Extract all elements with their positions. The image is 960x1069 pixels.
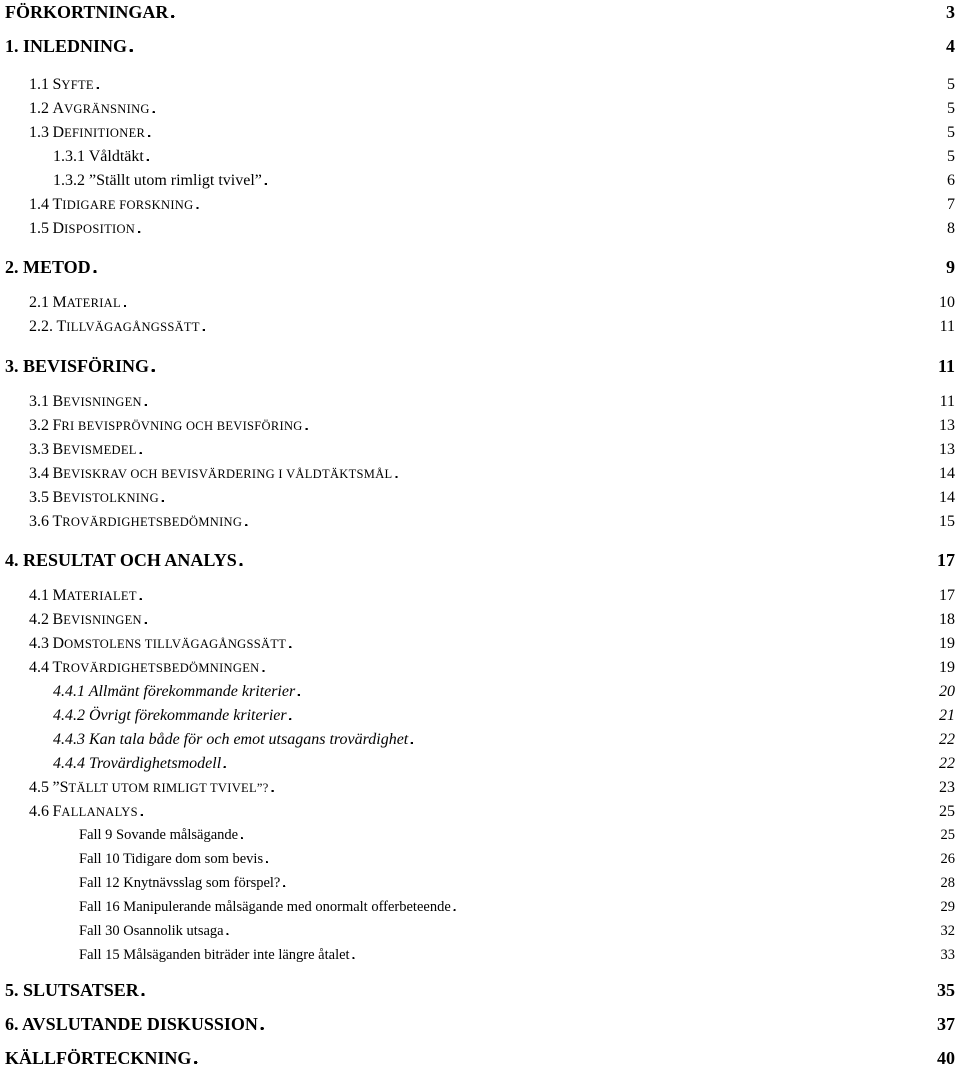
toc-entry-number: 1.1	[29, 76, 49, 93]
toc-entry-title-rest: EVISNINGEN	[63, 613, 142, 627]
toc-entry[interactable]	[0, 779, 960, 797]
toc-entry-title	[29, 124, 145, 142]
toc-entry-number: 3.1	[29, 393, 49, 410]
toc-entry[interactable]	[0, 356, 960, 377]
toc-entry-number: 2.2.	[29, 318, 53, 335]
toc-entry-page: 14	[939, 465, 955, 482]
toc-entry-page: 22	[939, 731, 955, 748]
dot-leader	[261, 659, 937, 677]
dot-leader	[170, 2, 944, 23]
toc-entry-title-initial: B	[52, 441, 64, 458]
dot-leader	[289, 707, 937, 725]
dot-leader	[265, 851, 938, 868]
toc-entry-title: 4.4.1 Allmänt förekommande kriterier	[53, 683, 296, 700]
dot-leader	[141, 980, 935, 1001]
toc-entry[interactable]	[0, 100, 960, 118]
toc-entry-number: 3.4	[29, 465, 49, 482]
toc-entry[interactable]	[0, 220, 960, 238]
dot-leader	[305, 417, 937, 435]
toc-entry[interactable]	[0, 257, 960, 278]
toc-entry-title-rest: VGRÄNSNING	[64, 102, 150, 116]
toc-entry-page: 13	[939, 417, 955, 434]
toc-entry-title: 2. METOD	[5, 257, 91, 277]
toc-entry-page: 5	[947, 148, 955, 165]
toc-entry-title: 4.4.3 Kan tala både för och emot utsagans trovärdighet	[53, 731, 409, 748]
toc-entry[interactable]	[0, 294, 960, 312]
toc-entry[interactable]	[0, 441, 960, 459]
toc-entry-title	[29, 779, 269, 797]
dot-leader	[202, 318, 938, 336]
toc-entry-title-initial: D	[52, 635, 65, 652]
toc-entry[interactable]	[0, 1014, 960, 1035]
toc-entry-page: 18	[939, 611, 955, 628]
toc-entry-title-rest: ISPOSITION	[64, 222, 136, 236]
dot-leader	[240, 827, 938, 844]
toc-entry-page: 4	[946, 36, 955, 56]
toc-entry-title	[29, 294, 121, 312]
toc-entry-title-initial: M	[52, 587, 67, 604]
toc-entry-title: 4. RESULTAT OCH ANALYS	[5, 550, 237, 570]
toc-entry-page: 33	[940, 947, 955, 963]
toc-entry[interactable]	[0, 980, 960, 1001]
toc-entry[interactable]	[0, 2, 960, 23]
toc-entry[interactable]	[0, 76, 960, 94]
dot-leader	[297, 683, 937, 701]
toc-entry[interactable]	[0, 318, 960, 336]
toc-entry-page: 20	[939, 683, 955, 700]
toc-entry-title-rest: ATERIALET	[66, 589, 137, 603]
toc-entry[interactable]	[0, 707, 960, 725]
toc-entry-page: 26	[940, 851, 955, 867]
toc-entry-title: 3. BEVISFÖRING	[5, 356, 150, 376]
toc-entry-page: 5	[947, 76, 955, 93]
toc-entry-number: 1.3	[29, 124, 49, 141]
toc-entry[interactable]	[0, 659, 960, 677]
dot-leader	[223, 755, 937, 773]
toc-entry-page: 6	[947, 172, 955, 189]
toc-entry-number: 1.4	[29, 196, 49, 213]
toc-entry-title: 1. INLEDNING	[5, 36, 128, 56]
toc-entry-title: 4.4.2 Övrigt förekommande kriterier	[53, 707, 287, 724]
dot-leader	[152, 100, 945, 118]
toc-entry[interactable]	[0, 875, 960, 892]
toc-entry-page: 8	[947, 220, 955, 237]
dot-leader	[123, 294, 937, 312]
toc-entry-title-initial: T	[52, 513, 63, 530]
toc-entry-number: 3.3	[29, 441, 49, 458]
toc-entry-page: 19	[939, 659, 955, 676]
toc-entry-title	[29, 803, 138, 821]
toc-entry-page: 11	[937, 356, 955, 376]
toc-entry[interactable]	[0, 827, 960, 844]
toc-entry-page: 9	[946, 257, 955, 277]
toc-entry-page: 13	[939, 441, 955, 458]
toc-entry[interactable]	[0, 635, 960, 653]
toc-entry-number: 4.3	[29, 635, 49, 652]
toc-entry-number: 4.2	[29, 611, 49, 628]
dot-leader	[139, 441, 937, 459]
toc-entry-title-initial: T	[52, 196, 63, 213]
toc-entry[interactable]	[0, 923, 960, 940]
toc-entry-title-initial: T	[52, 659, 63, 676]
toc-entry[interactable]	[0, 465, 960, 483]
dot-leader	[96, 76, 945, 94]
toc-entry-title: KÄLLFÖRTECKNING	[5, 1048, 192, 1068]
toc-entry-page: 10	[939, 294, 955, 311]
toc-entry-title: Fall 10 Tidigare dom som bevis	[79, 851, 264, 867]
toc-entry-title: 1.3.1 Våldtäkt	[53, 148, 144, 165]
toc-entry-title: 5. SLUTSATSER	[5, 980, 139, 1000]
toc-entry-page: 7	[947, 196, 955, 213]
toc-entry-title-rest: ROVÄRDIGHETSBEDÖMNING	[62, 515, 243, 529]
dot-leader	[288, 635, 937, 653]
toc-entry-page: 35	[937, 980, 955, 1000]
toc-entry[interactable]	[0, 1048, 960, 1069]
toc-entry-number: 3.5	[29, 489, 49, 506]
dot-leader	[140, 803, 937, 821]
toc-entry-title	[29, 513, 242, 531]
toc-entry[interactable]	[0, 393, 960, 411]
dot-leader	[282, 875, 938, 892]
toc-entry-number: 3.2	[29, 417, 49, 434]
toc-entry-title-rest: OMSTOLENS TILLVÄGAGÅNGSSÄTT	[64, 637, 287, 651]
dot-leader	[260, 1014, 935, 1035]
toc-entry-page: 32	[940, 923, 955, 939]
toc-entry-title	[29, 635, 286, 653]
toc-entry-page: 22	[939, 755, 955, 772]
toc-entry-title	[29, 220, 135, 238]
dot-leader	[244, 513, 937, 531]
toc-entry-page: 17	[937, 550, 955, 570]
toc-entry-title: FÖRKORTNINGAR	[5, 2, 169, 22]
toc-entry-page: 3	[946, 2, 955, 22]
dot-leader	[226, 923, 939, 940]
toc-entry[interactable]	[0, 755, 960, 773]
toc-entry-title	[29, 100, 150, 118]
dot-leader	[352, 947, 939, 964]
toc-entry-page: 25	[939, 803, 955, 820]
toc-entry-title: 4.4.4 Trovärdighetsmodell	[53, 755, 222, 772]
toc-entry[interactable]	[0, 513, 960, 531]
toc-entry[interactable]	[0, 36, 960, 57]
toc-entry[interactable]	[0, 803, 960, 821]
toc-entry-title-rest: ILLVÄGAGÅNGSSÄTT	[66, 320, 200, 334]
toc-entry-title-initial: B	[52, 465, 64, 482]
toc-entry-title	[29, 659, 259, 677]
toc-entry-title-rest: EVISMEDEL	[63, 443, 137, 457]
toc-entry-page: 11	[939, 393, 955, 410]
dot-leader	[144, 611, 937, 629]
toc-entry-title	[29, 611, 142, 629]
toc-entry-page: 5	[947, 100, 955, 117]
toc-entry-title	[29, 587, 137, 605]
toc-entry-title-initial: F	[52, 417, 62, 434]
toc-entry-title	[29, 441, 137, 459]
toc-entry[interactable]	[0, 196, 960, 214]
dot-leader	[410, 731, 937, 749]
toc-entry-title-rest: EVISNINGEN	[63, 395, 142, 409]
toc-entry-page: 11	[939, 318, 955, 335]
toc-entry-title-rest: ALLANALYS	[61, 805, 138, 819]
toc-entry-number: 4.5	[29, 779, 49, 796]
toc-entry-title-initial: S	[52, 76, 62, 93]
dot-leader	[146, 148, 945, 166]
toc-entry-title-initial: B	[52, 393, 64, 410]
dot-leader	[151, 356, 936, 377]
toc-entry-title	[29, 465, 392, 483]
toc-entry-title: Fall 15 Målsäganden biträder inte längre åtalet	[79, 947, 350, 963]
toc-entry[interactable]	[0, 731, 960, 749]
toc-entry-title: Fall 12 Knytnävsslag som förspel?	[79, 875, 281, 891]
toc-entry-number: 3.6	[29, 513, 49, 530]
dot-leader	[137, 220, 945, 238]
toc-entry-number: 1.5	[29, 220, 49, 237]
dot-leader	[394, 465, 937, 483]
toc-entry[interactable]	[0, 489, 960, 507]
toc-entry-title	[29, 196, 193, 214]
toc-entry-title-initial: F	[52, 803, 62, 820]
toc-entry-page: 19	[939, 635, 955, 652]
toc-entry-title: Fall 30 Osannolik utsaga	[79, 923, 224, 939]
toc-entry-title-initial: B	[52, 489, 64, 506]
toc-entry-page: 17	[939, 587, 955, 604]
dot-leader	[139, 587, 937, 605]
toc-entry-page: 40	[937, 1048, 955, 1068]
dot-leader	[161, 489, 937, 507]
toc-entry-title-rest: EVISKRAV OCH BEVISVÄRDERING I VÅLDTÄKTSMÅL	[63, 467, 393, 481]
toc-entry-page: 37	[937, 1014, 955, 1034]
toc-entry-number: 4.1	[29, 587, 49, 604]
toc-entry-page: 28	[940, 875, 955, 891]
toc-entry[interactable]	[0, 683, 960, 701]
dot-leader	[93, 257, 944, 278]
toc-entry-page: 5	[947, 124, 955, 141]
toc-entry-title-initial: ”S	[52, 779, 69, 796]
toc-entry[interactable]	[0, 148, 960, 166]
toc-entry-title: Fall 9 Sovande målsägande	[79, 827, 239, 843]
toc-entry[interactable]	[0, 899, 960, 916]
toc-entry-title-rest: ROVÄRDIGHETSBEDÖMNINGEN	[62, 661, 260, 675]
toc-entry[interactable]	[0, 172, 960, 190]
toc-entry[interactable]	[0, 124, 960, 142]
toc-entry-title-initial: B	[52, 611, 64, 628]
dot-leader	[129, 36, 944, 57]
toc-entry[interactable]	[0, 587, 960, 605]
toc-entry-page: 15	[939, 513, 955, 530]
dot-leader	[453, 899, 939, 916]
dot-leader	[193, 1048, 935, 1069]
toc-entry-title-initial: M	[52, 294, 67, 311]
toc-entry-title-rest: YFTE	[61, 78, 94, 92]
toc-entry-title: 6. AVSLUTANDE DISKUSSION	[5, 1014, 258, 1034]
dot-leader	[264, 172, 945, 190]
toc-entry-page: 29	[940, 899, 955, 915]
toc-entry-title	[29, 76, 94, 94]
toc-entry-title-rest: ATERIAL	[66, 296, 121, 310]
toc-entry-title-rest: EFINITIONER	[64, 126, 146, 140]
dot-leader	[195, 196, 945, 214]
toc-entry-title	[29, 393, 142, 411]
toc-entry-number: 4.4	[29, 659, 49, 676]
toc-entry-title-initial: T	[56, 318, 67, 335]
dot-leader	[239, 550, 935, 571]
toc-entry-number: 1.2	[29, 100, 49, 117]
toc-entry-title-rest: TÄLLT UTOM RIMLIGT TVIVEL”?	[68, 781, 269, 795]
toc-entry-page: 21	[939, 707, 955, 724]
toc-entry-title-rest: IDIGARE FORSKNING	[62, 198, 194, 212]
toc-entry-page: 25	[940, 827, 955, 843]
toc-entry-title-rest: EVISTOLKNING	[63, 491, 159, 505]
toc-entry-title	[29, 489, 159, 507]
toc-entry[interactable]	[0, 851, 960, 868]
toc-entry[interactable]	[0, 611, 960, 629]
toc-entry-page: 14	[939, 489, 955, 506]
toc-entry-title-initial: D	[52, 220, 65, 237]
toc-entry[interactable]	[0, 947, 960, 964]
toc-entry-title-rest: RI BEVISPRÖVNING OCH BEVISFÖRING	[61, 419, 303, 433]
toc-entry-title	[29, 417, 303, 435]
toc-entry-title	[29, 318, 200, 336]
toc-entry-title-initial: D	[52, 124, 65, 141]
toc-entry[interactable]	[0, 550, 960, 571]
toc-entry-number: 4.6	[29, 803, 49, 820]
toc-entry-title: 1.3.2 ”Ställt utom rimligt tvivel”	[53, 172, 262, 189]
toc-entry-page: 23	[939, 779, 955, 796]
dot-leader	[144, 393, 938, 411]
dot-leader	[147, 124, 945, 142]
toc-entry-number: 2.1	[29, 294, 49, 311]
dot-leader	[271, 779, 937, 797]
toc-entry-title: Fall 16 Manipulerande målsägande med onormalt offerbeteende	[79, 899, 451, 915]
toc-entry[interactable]	[0, 417, 960, 435]
toc-entry-title-initial: A	[52, 100, 65, 117]
